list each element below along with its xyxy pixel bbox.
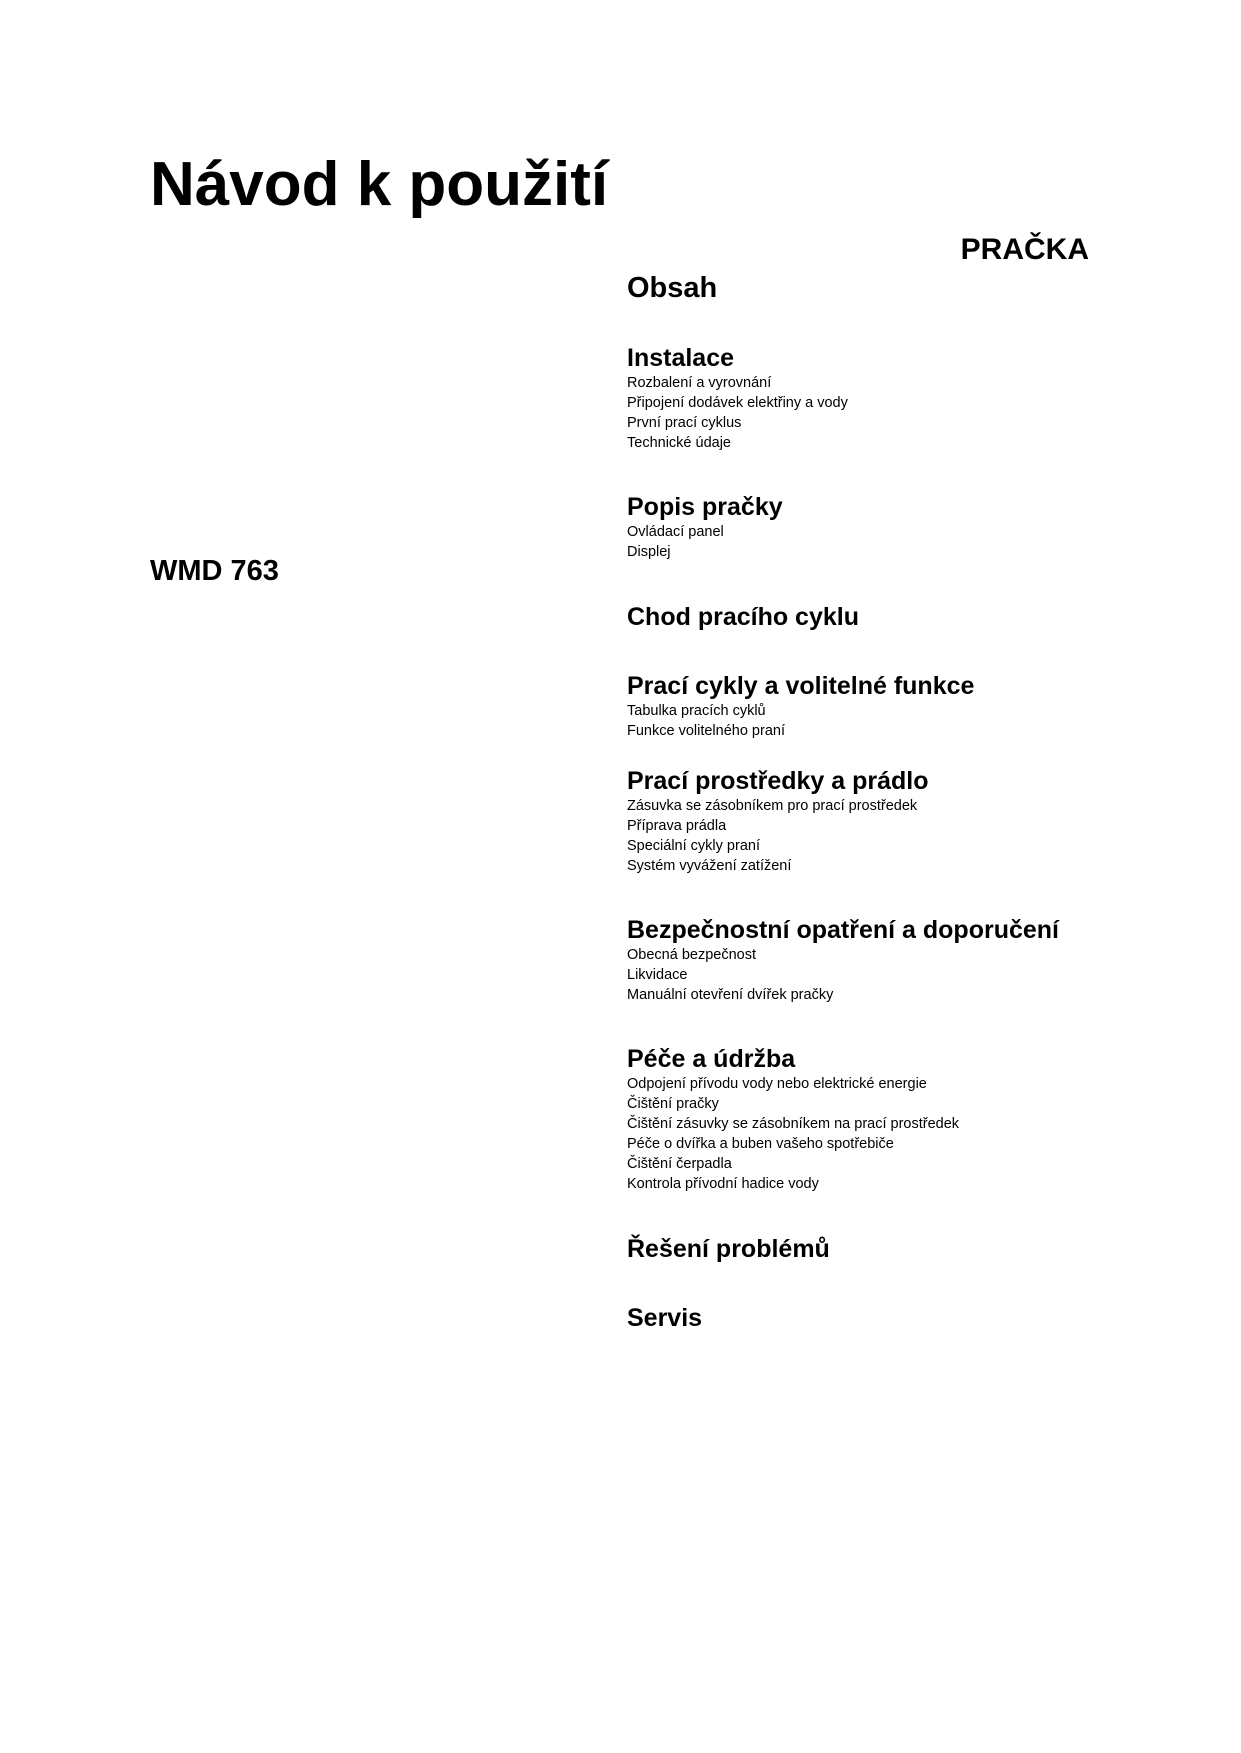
toc-item: Manuální otevření dvířek pračky	[627, 987, 834, 1003]
toc-item-list	[627, 1074, 1147, 1194]
toc-item: Displej	[627, 544, 671, 560]
toc-section-popis-pracky	[627, 492, 1147, 562]
toc-section-praci-prostredky	[627, 766, 1147, 876]
toc-item-list	[627, 796, 1147, 876]
toc-section-title: Chod pracího cyklu	[627, 603, 859, 631]
toc-item-list	[627, 373, 1147, 453]
toc-item-list	[627, 701, 1147, 741]
toc-section-title: Prací prostředky a prádlo	[627, 767, 929, 795]
toc-section-title: Popis pračky	[627, 493, 783, 521]
toc-item: Ovládací panel	[627, 524, 724, 540]
toc-item: Odpojení přívodu vody nebo elektrické energie	[627, 1076, 927, 1092]
toc-section-title: Instalace	[627, 344, 735, 372]
toc-item: Zásuvka se zásobníkem pro prací prostředek	[627, 798, 918, 814]
toc-section-servis	[627, 1303, 1147, 1333]
toc-item-list	[627, 945, 1147, 1005]
toc-section-title: Bezpečnostní opatření a doporučení	[627, 916, 1059, 944]
toc-section-pece-a-udrzba	[627, 1044, 1147, 1194]
toc-section-bezpecnost	[627, 915, 1147, 1005]
toc-section-title: Servis	[627, 1304, 703, 1332]
toc-section-title: Řešení problémů	[627, 1235, 830, 1263]
toc-item: Čištění zásuvky se zásobníkem na prací prostředek	[627, 1116, 960, 1132]
toc-item: Rozbalení a vyrovnání	[627, 375, 772, 391]
toc-item: Péče o dvířka a buben vašeho spotřebiče	[627, 1136, 894, 1152]
toc-item: Příprava prádla	[627, 818, 727, 834]
toc-item: Speciální cykly praní	[627, 838, 760, 854]
toc-item: Obecná bezpečnost	[627, 947, 756, 963]
toc-item: Čištění čerpadla	[627, 1156, 732, 1172]
toc-heading: Obsah	[627, 272, 718, 304]
toc-item: První prací cyklus	[627, 415, 742, 431]
toc-section-chod-praciho-cyklu	[627, 602, 1147, 632]
toc-item: Tabulka pracích cyklů	[627, 703, 766, 719]
toc-section-praci-cykly	[627, 671, 1147, 741]
toc-item: Čištění pračky	[627, 1096, 719, 1112]
toc-section-reseni-problemu	[627, 1234, 1147, 1264]
document-title: Návod k použití	[150, 150, 609, 219]
toc-item: Kontrola přívodní hadice vody	[627, 1176, 819, 1192]
table-of-contents	[627, 0, 1127, 1753]
toc-section-title: Péče a údržba	[627, 1045, 796, 1073]
toc-item: Likvidace	[627, 967, 688, 983]
model-number: WMD 763	[150, 555, 279, 587]
toc-item: Připojení dodávek elektřiny a vody	[627, 395, 848, 411]
toc-item: Systém vyvážení zatížení	[627, 858, 792, 874]
toc-section-instalace	[627, 343, 1147, 453]
toc-item-list	[627, 522, 1147, 562]
toc-section-title: Prací cykly a volitelné funkce	[627, 672, 975, 700]
toc-item: Technické údaje	[627, 435, 731, 451]
product-type: PRAČKA	[960, 233, 1089, 266]
toc-item: Funkce volitelného praní	[627, 723, 785, 739]
